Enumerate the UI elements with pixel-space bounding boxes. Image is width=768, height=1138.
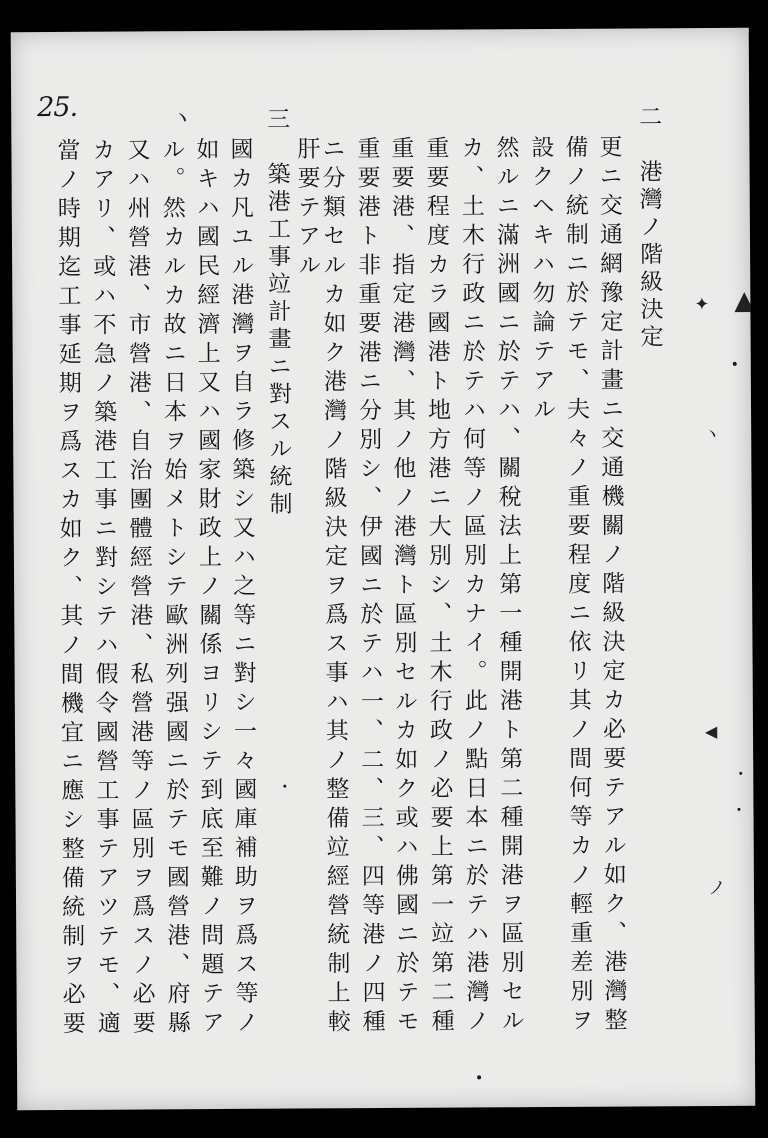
page-number: 25. bbox=[37, 91, 78, 124]
scan-mark: ヽ bbox=[171, 106, 194, 132]
text-line: 重要港、指定港灣、其ノ他ノ港灣ト區別セルカ如ク或ハ佛國ニ於テモ bbox=[387, 135, 419, 1039]
section-heading-2: 二 港灣ノ階級決定 bbox=[635, 104, 663, 352]
scan-mark: ノ bbox=[707, 877, 727, 900]
scan-speck bbox=[739, 772, 742, 775]
text-line: 設クヘキハ勿論テアル bbox=[527, 134, 556, 427]
scan-speck bbox=[283, 785, 286, 788]
scan-speck bbox=[733, 362, 737, 366]
scan-mark: ◀ bbox=[704, 721, 718, 742]
text-line: 國カ凡ユル港灣ヲ自ラ修築シ又ハ之等ニ對シ一々國庫補助ヲ爲ス等ノ bbox=[226, 136, 258, 1040]
scan-speck bbox=[737, 808, 740, 811]
text-line: カ、土木行政ニ於テハ何等ノ區別カナイ。此ノ點日本ニ於テハ港灣ノ bbox=[457, 135, 489, 1038]
text-line: ニ分類セルカ如ク港灣ノ階級決定ヲ爲ス事ハ其ノ整備竝經營統制上較 bbox=[318, 136, 350, 1039]
text-line: 又ハ州營港、市營港、自治團體經營港、私營港等ノ區別ヲ爲スノ必要 bbox=[123, 137, 155, 1040]
text-line: 肝要テアル bbox=[293, 136, 321, 283]
text-line: 如キハ國民經濟上又ハ國家財政上ノ關係ヨリシテ到底至難ノ問題テア bbox=[192, 136, 224, 1040]
text-line: 當ノ時期迄工事延期ヲ爲スカ如ク、其ノ間機宜ニ應シ整備統制ヲ必要 bbox=[53, 137, 85, 1041]
text-line: 然ルニ滿洲國ニ於テハ、關稅法上第一種開港ト第二種開港ヲ區別セル bbox=[492, 135, 524, 1038]
document-page bbox=[11, 28, 756, 1110]
text-line: ル。然カルカ故ニ日本ヲ始メトシテ歐洲列强國ニ於テモ國營港、府縣 bbox=[158, 137, 190, 1040]
text-line: カアリ、或ハ不急ノ築港工事ニ對シテハ假令國營工事テアツテモ、適 bbox=[88, 137, 120, 1040]
scan-mark: ✦ bbox=[694, 294, 710, 316]
text-line: 備ノ統制ニ於テモ、夫々ノ重要程度ニ依リ其ノ間何等カノ輕重差別ヲ bbox=[561, 134, 593, 1037]
text-line: 重要程度カラ國港ト地方港ニ大別シ、土木行政ノ必要上第一竝第二種 bbox=[422, 135, 454, 1038]
scan-speck bbox=[477, 1075, 481, 1079]
section-heading-3: 三 築港工事竝計畫ニ對スル統制 bbox=[263, 106, 292, 520]
text-line: 更ニ交通網豫定計畫ニ交通機關ノ階級決定カ必要テアル如ク、港灣整 bbox=[595, 134, 627, 1037]
scan-mark: ▲ bbox=[734, 285, 755, 316]
text-line: 重要港ト非重要港ニ分別シ、伊國ニ於テハ一、二、三、四等港ノ四種 bbox=[353, 136, 385, 1039]
scan-mark: ヽ bbox=[703, 423, 722, 446]
